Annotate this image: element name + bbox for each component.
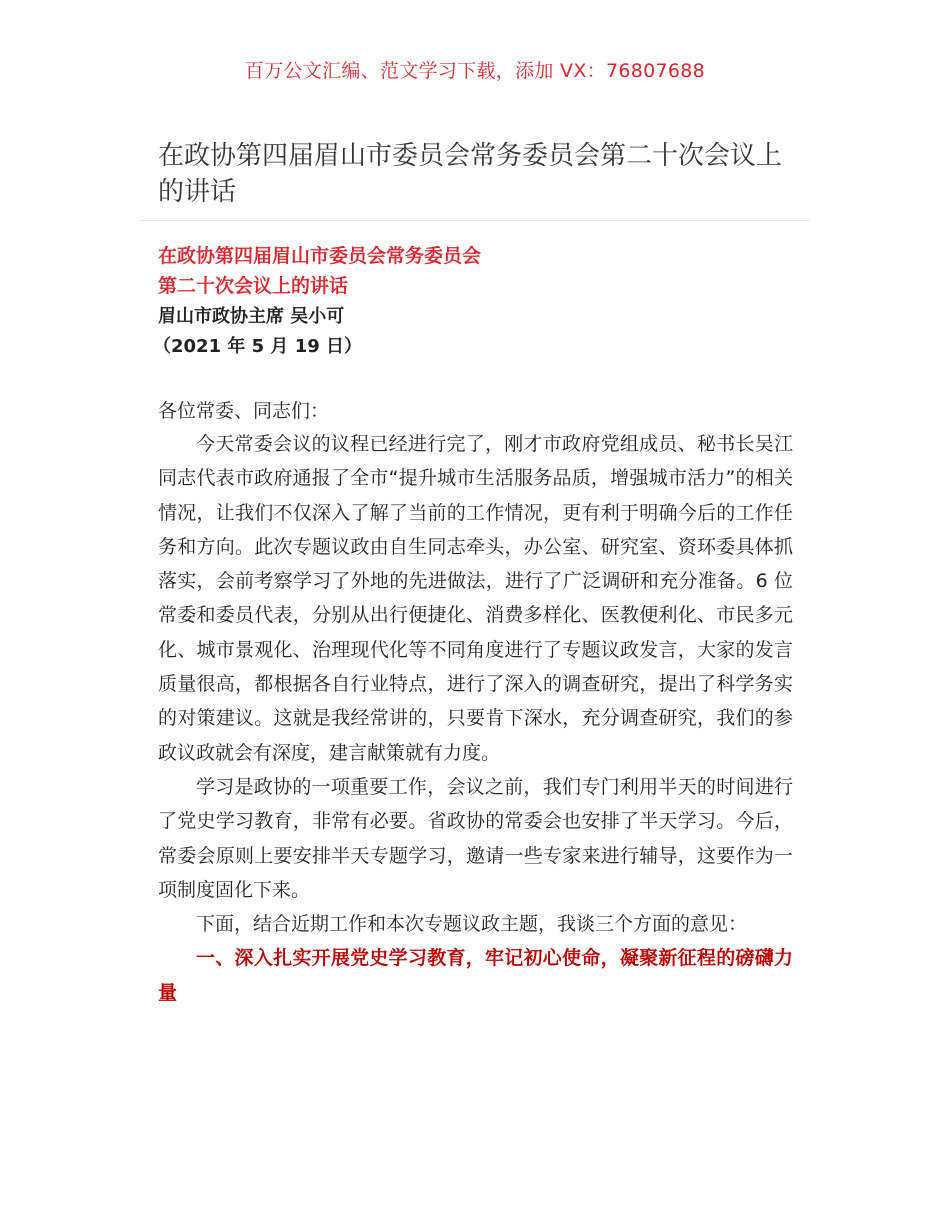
speech-date: （2021 年 5 月 19 日）	[153, 336, 363, 357]
salutation: 各位常委、同志们：	[158, 400, 330, 422]
speaker-byline: 眉山市政协主席 吴小可	[158, 306, 345, 327]
document-title: 在政协第四届眉山市委员会常务委员会第二十次会议上的讲话	[158, 141, 783, 207]
promo-banner: 百万公文汇编、范文学习下载，添加 VX：76807688	[244, 60, 706, 82]
body-paragraph: 学习是政协的一项重要工作，会议之前，我们专门利用半天的时间进行了党史学习教育，非常有必要。省政协的常委会也安排了半天学习。今后，常委会原则上要安排半天专题学习，邀请一些专家来进行辅导，这要作为一项制度固化下来。	[158, 775, 793, 901]
section-heading: 一、深入扎实开展党史学习教育，牢记初心使命，凝聚新征程的磅礴力量	[158, 947, 793, 1004]
heading-line-1: 在政协第四届眉山市委员会常务委员会	[158, 245, 482, 267]
body-paragraph: 今天常委会议的议程已经进行完了，刚才市政府党组成员、秘书长吴江同志代表市政府通报了全市“提升城市生活服务品质，增强城市活力”的相关情况，让我们不仅深入了解了当前的工作情况，更有利于明确今后的工作任务和方向。此次专题议政由自生同志牵头，办公室、研究室、资环委具体抓落实，会前考察学习了外地的先进做法，进行了广泛调研和充分准备。6 位常委和委员代表，分别从出行便捷化、消费多样化、医教便利化、市民多元化、城市景观化、治理现代化等不同角度进行了专题议政发言，大家的发言质量很高，都根据各自行业特点，进行了深入的调查研究，提出了科学务实的对策建议。这就是我经常讲的，只要肯下深水，充分调查研究，我们的参政议政就会有深度，建言献策就有力度。	[158, 433, 793, 764]
heading-line-2: 第二十次会议上的讲话	[158, 275, 349, 297]
body-paragraph: 下面，结合近期工作和本次专题议政主题，我谈三个方面的意见：	[196, 913, 748, 936]
speech-body	[158, 427, 793, 1010]
title-divider	[140, 220, 810, 221]
